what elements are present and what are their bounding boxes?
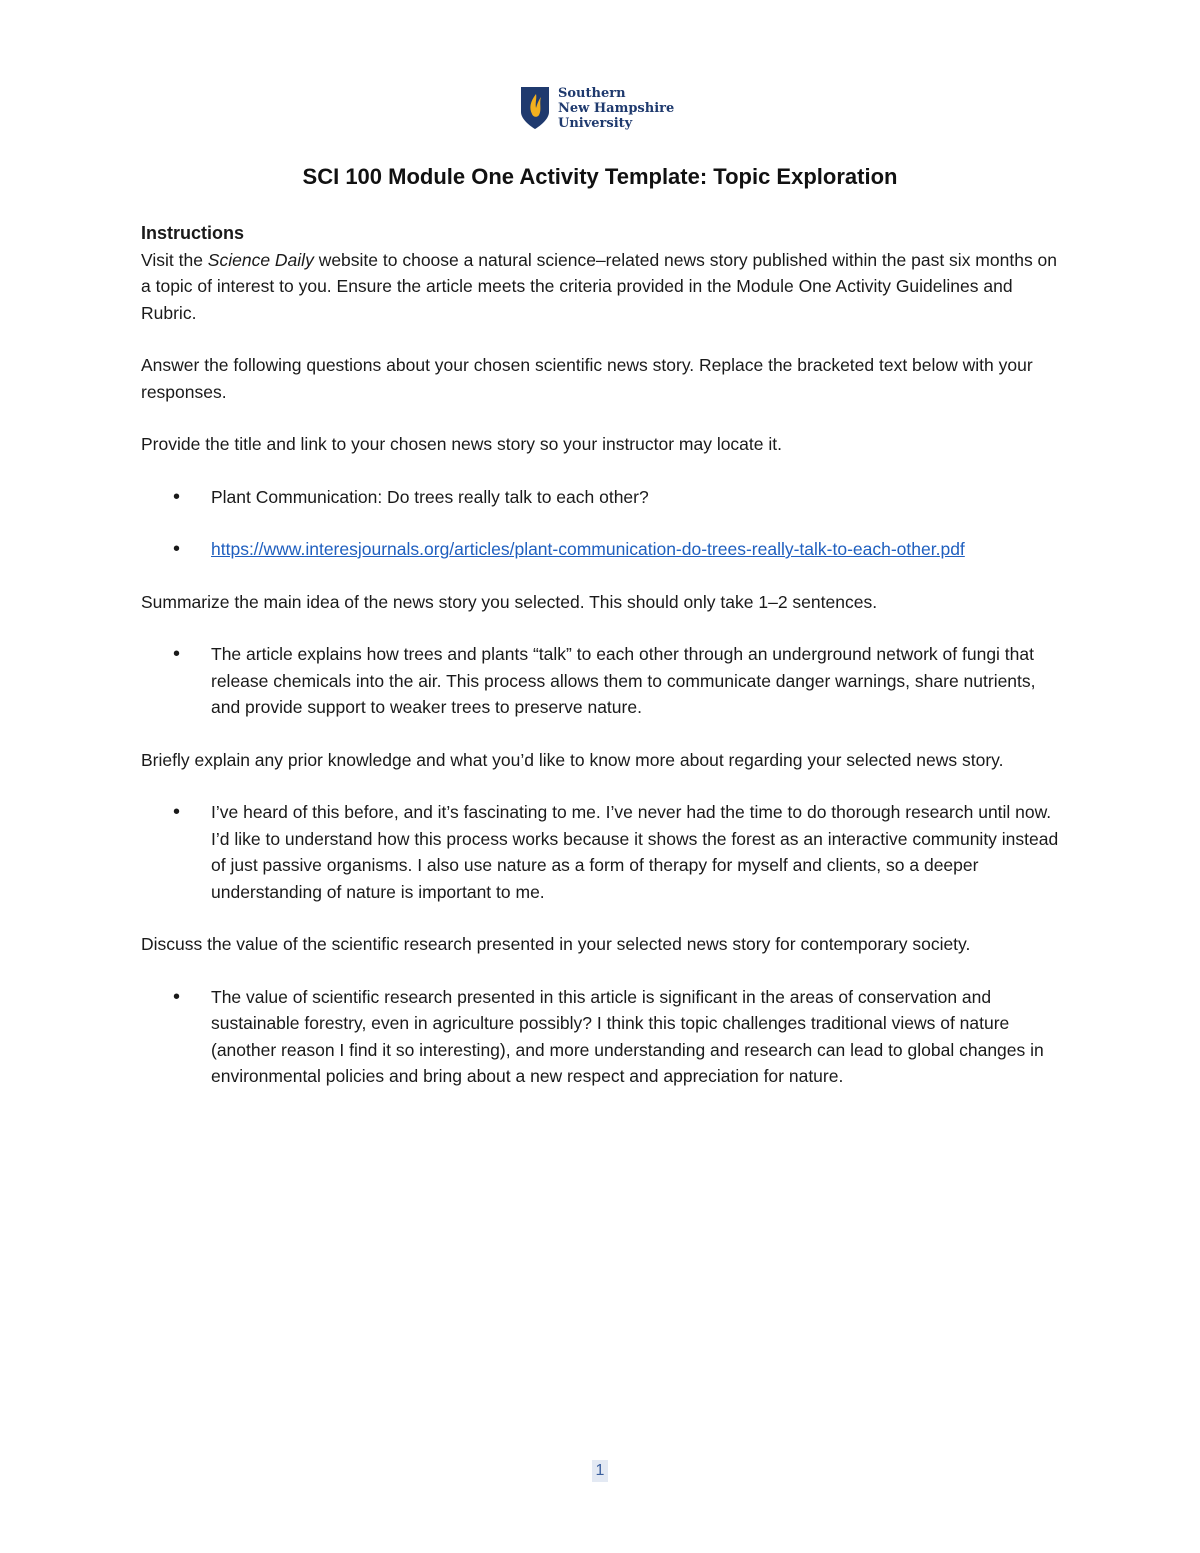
story-link[interactable]: https://www.interesjournals.org/articles/plant-communication-do-trees-really-talk-to-each-other.pdf <box>211 539 965 559</box>
instructions-heading: Instructions <box>141 223 245 243</box>
instructions-paragraph-1 <box>141 247 1061 327</box>
snhu-logo <box>520 84 690 132</box>
page-number: 1 <box>592 1460 608 1482</box>
summary-prompt: Summarize the main idea of the news story you selected. This should only take 1–2 sentences. <box>141 591 878 612</box>
summary-answer: • The article explains how trees and plants “talk” to each other through an underground network of fungi that release chemicals into the air. This process allows them to communicate danger warnings, share nutrients, and provide support to weaker trees to preserve nature. <box>141 641 1061 721</box>
value-prompt: Discuss the value of the scientific research presented in your selected news story for contemporary society. <box>141 934 971 954</box>
shield-flame-icon <box>520 86 550 130</box>
story-list <box>141 484 1061 563</box>
document-title: SCI 100 Module One Activity Template: Topic Exploration <box>302 164 898 189</box>
logo-wordmark <box>558 86 674 131</box>
prior-knowledge-list <box>141 799 1061 905</box>
logo-line-3: University <box>558 115 633 131</box>
value-list <box>141 984 1061 1090</box>
prior-knowledge-prompt: Briefly explain any prior knowledge and what you’d like to know more about regarding your selected news story. <box>141 749 1004 770</box>
instructions-paragraph-3: Provide the title and link to your chosen news story so your instructor may locate it. <box>141 434 782 454</box>
summary-list <box>141 641 1061 721</box>
story-link-item <box>141 536 1061 563</box>
science-daily-name: Science Daily <box>207 249 314 270</box>
logo-line-2: New Hampshire <box>558 100 675 116</box>
story-title-item: • Plant Communication: Do trees really talk to each other? <box>141 484 1061 511</box>
value-answer: • The value of scientific research presented in this article is significant in the areas of conservation and sustainable forestry, even in agriculture possibly? I think this topic challenges traditional views of nature (another reason I find it so interesting), and more understanding and research can lead to global changes in environmental policies and bring about a new respect and appreciation for nature. <box>141 984 1061 1090</box>
document-body <box>141 220 1061 1116</box>
instructions-paragraph-2: Answer the following questions about your chosen scientific news story. Replace the bracketed text below with your responses. <box>141 355 1033 402</box>
instructions-text: Visit the <box>141 249 208 270</box>
instructions-text-cont: website to choose a natural science–related news story published within the past six months on a topic of interest to you. Ensure the article meets the criteria provided in the Module One Activity Guidelines and Rubric. <box>141 249 1058 323</box>
prior-knowledge-answer: • I’ve heard of this before, and it’s fascinating to me. I’ve never had the time to do thorough research until now. I’d like to understand how this process works because it shows the forest as an interactive community instead of just passive organisms. I also use nature as a form of therapy for myself and clients, so a deeper understanding of nature is important to me. <box>141 799 1061 905</box>
logo-line-1: Southern <box>558 85 626 101</box>
